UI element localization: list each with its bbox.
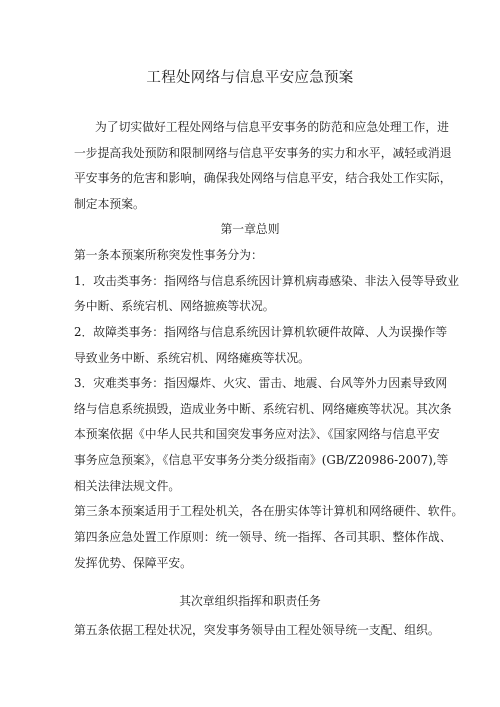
chapter-1-heading: 第一章总则 [220, 222, 280, 236]
chapter-1-line: 络与信息系统损毁，造成业务中断、系统宕机、网络瘫痪等状况。其次条 [74, 402, 452, 416]
chapter-2-heading: 其次章组织指挥和职责任务 [179, 594, 321, 608]
chapter-1-line: 务中断、系统宕机、网络摭痪等状况。 [74, 299, 275, 313]
intro-line-1: 为了切实做好工程处网络与信息平安事务的防范和应急处理工作，进 [95, 120, 449, 134]
chapter-1-line: 1．攻击类事务：指网络与信息系统因计算机病毒感染、非法入侵等导致业 [74, 274, 460, 288]
chapter-1-line: 发挥优势、保障平安。 [74, 556, 192, 570]
chapter-1-line: 相关法律法规文件。 [74, 479, 181, 493]
chapter-1-line: 第三条本预案适用于工程处机关，各在册实体等计算机和网络硬件、软件。 [74, 504, 464, 518]
chapter-1-line: 导致业务中断、系统宕机、网络瘫痪等状况。 [74, 351, 310, 365]
chapter-1-line: 3．灾难类事务：指因爆炸、火灾、雷击、地震、台风等外力因素导致网 [74, 376, 448, 390]
chapter-2-line: 第五条依据工程处状况，突发事务领导由工程处领导统一支配、组织。 [74, 623, 440, 637]
intro-line-4: 制定本预案。 [74, 197, 145, 211]
chapter-1-line: 事务应急预案》，《信息平安事务分类分级指南》(GB/Z20986-2007),等 [74, 453, 449, 467]
intro-line-3: 平安事务的危害和影响，确保我处网络与信息平安，结合我处工作实际， [74, 171, 452, 185]
chapter-1-line: 第四条应急处置工作原则：统一领导、统一指挥、各司其职、整体作战、 [74, 530, 452, 544]
chapter-1-line: 2．故障类事务：指网络与信息系统因计算机软硬件故障、人为误操作等 [74, 325, 448, 339]
chapter-1-line: 本预案依据《中华人民共和国突发事务应对法》、《国家网络与信息平安 [74, 427, 440, 441]
document-title: 工程处网络与信息平安应急预案 [146, 70, 354, 86]
chapter-1-line: 第一条本预案所称突发性事务分为： [74, 248, 263, 262]
intro-line-2: 一步提高我处预防和限制网络与信息平安事务的实力和水平，减轻或消退 [74, 146, 452, 160]
